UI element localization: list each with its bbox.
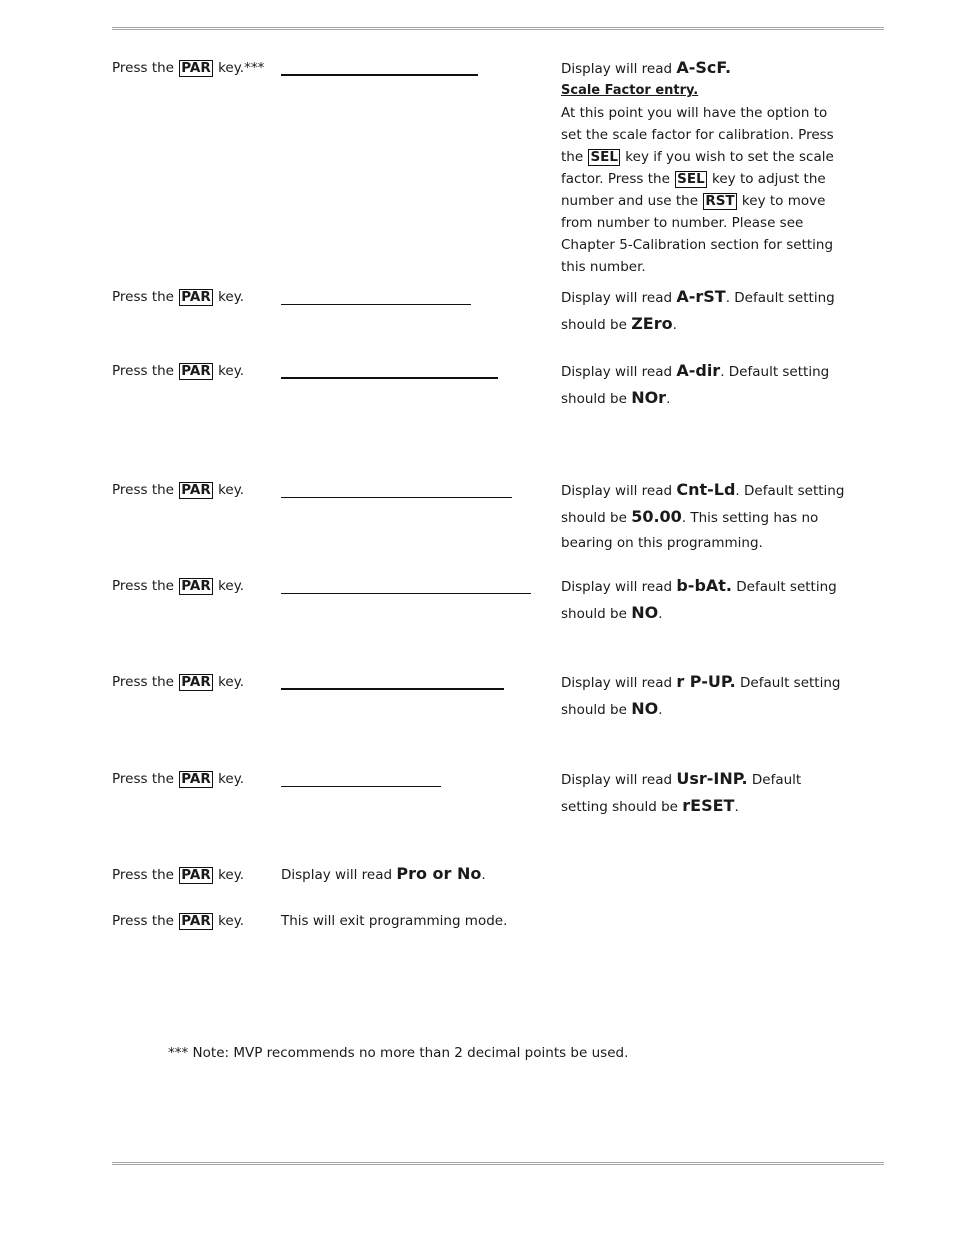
step-1-instruction: Press the PAR key.*** [112,60,265,76]
sel-key: SEL [590,149,619,165]
scale-factor-title: Scale Factor entry. [561,83,699,98]
par-key: PAR [181,578,211,594]
par-key: PAR [181,289,211,305]
fill-in-line [281,688,504,690]
display-value: Pro or No [396,864,482,883]
display-value: r P-UP. [676,672,736,691]
step-4-instruction: Press the PAR key. [112,482,245,498]
par-key: PAR [181,771,211,787]
step-9-description: This will exit programming mode. [281,913,508,929]
par-key: PAR [181,674,211,690]
fill-in-line [281,74,478,76]
par-key: PAR [181,363,211,379]
fill-in-line [281,786,441,787]
step-5-description: Display will read b-bAt. Default setting should be NO. [561,576,837,622]
scale-factor-text: At this point you will have the option to set the scale factor for calibration. Press the SEL key if you wish to set the scale factor. Press the SEL key to adjust the number and use the RST key to move from number to number. Please see Chapter 5-Calibration section for setting this number. [561,105,834,275]
footnote: *** Note: MVP recommends no more than 2 decimal points be used. [168,1045,629,1061]
display-value: Cnt-Ld [676,480,736,499]
step-8-instruction: Press the PAR key. [112,867,245,883]
step-5-instruction: Press the PAR key. [112,578,245,594]
display-value: A-ScF. [676,58,732,77]
step-6-description: Display will read r P-UP. Default setting should be NO. [561,672,841,718]
step-3-instruction: Press the PAR key. [112,363,245,379]
fill-in-line [281,497,512,498]
step-7-instruction: Press the PAR key. [112,771,245,787]
step-3-description: Display will read A-dir. Default setting should be NOr. [561,361,830,407]
footer-rule [112,1162,884,1165]
step-2-instruction: Press the PAR key. [112,289,245,305]
step-9-instruction: Press the PAR key. [112,913,245,929]
step-1-description: Display will read A-ScF. Scale Factor entry. At this point you will have the option to set the scale factor for calibration. Press the SEL key if you wish to set the scale factor. Press the SEL key to adjust the number and use the RST key to move from number to number. Please see Chapter 5-Calibration section for setting this number. [561,57,846,278]
default-value: ZEro [631,314,673,333]
display-value: A-dir [676,361,721,380]
default-value: NOr [631,388,667,407]
display-value: b-bAt. [676,576,732,595]
display-value: A-rST [676,287,726,306]
step-4-description: Display will read Cnt-Ld. Default setting should be 50.00. This setting has no bearing on this programming. [561,480,845,551]
default-value: 50.00 [631,507,682,526]
default-value: NO [631,603,659,622]
step-6-instruction: Press the PAR key. [112,674,245,690]
step-2-description: Display will read A-rST. Default setting should be ZEro. [561,287,835,333]
rst-key: RST [705,193,735,209]
par-key: PAR [181,867,211,883]
step-8-description: Display will read Pro or No. [281,864,486,883]
par-key: PAR [181,913,211,929]
fill-in-line [281,593,531,594]
fill-in-line [281,377,498,379]
default-value: NO [631,699,659,718]
par-key: PAR [181,60,211,76]
sel-key: SEL [677,171,705,187]
fill-in-line [281,304,471,305]
header-rule [112,27,884,30]
par-key: PAR [181,482,211,498]
step-7-description: Display will read Usr-INP. Default setting should be rESET. [561,769,802,815]
display-value: Usr-INP. [676,769,748,788]
default-value: rESET [682,796,735,815]
